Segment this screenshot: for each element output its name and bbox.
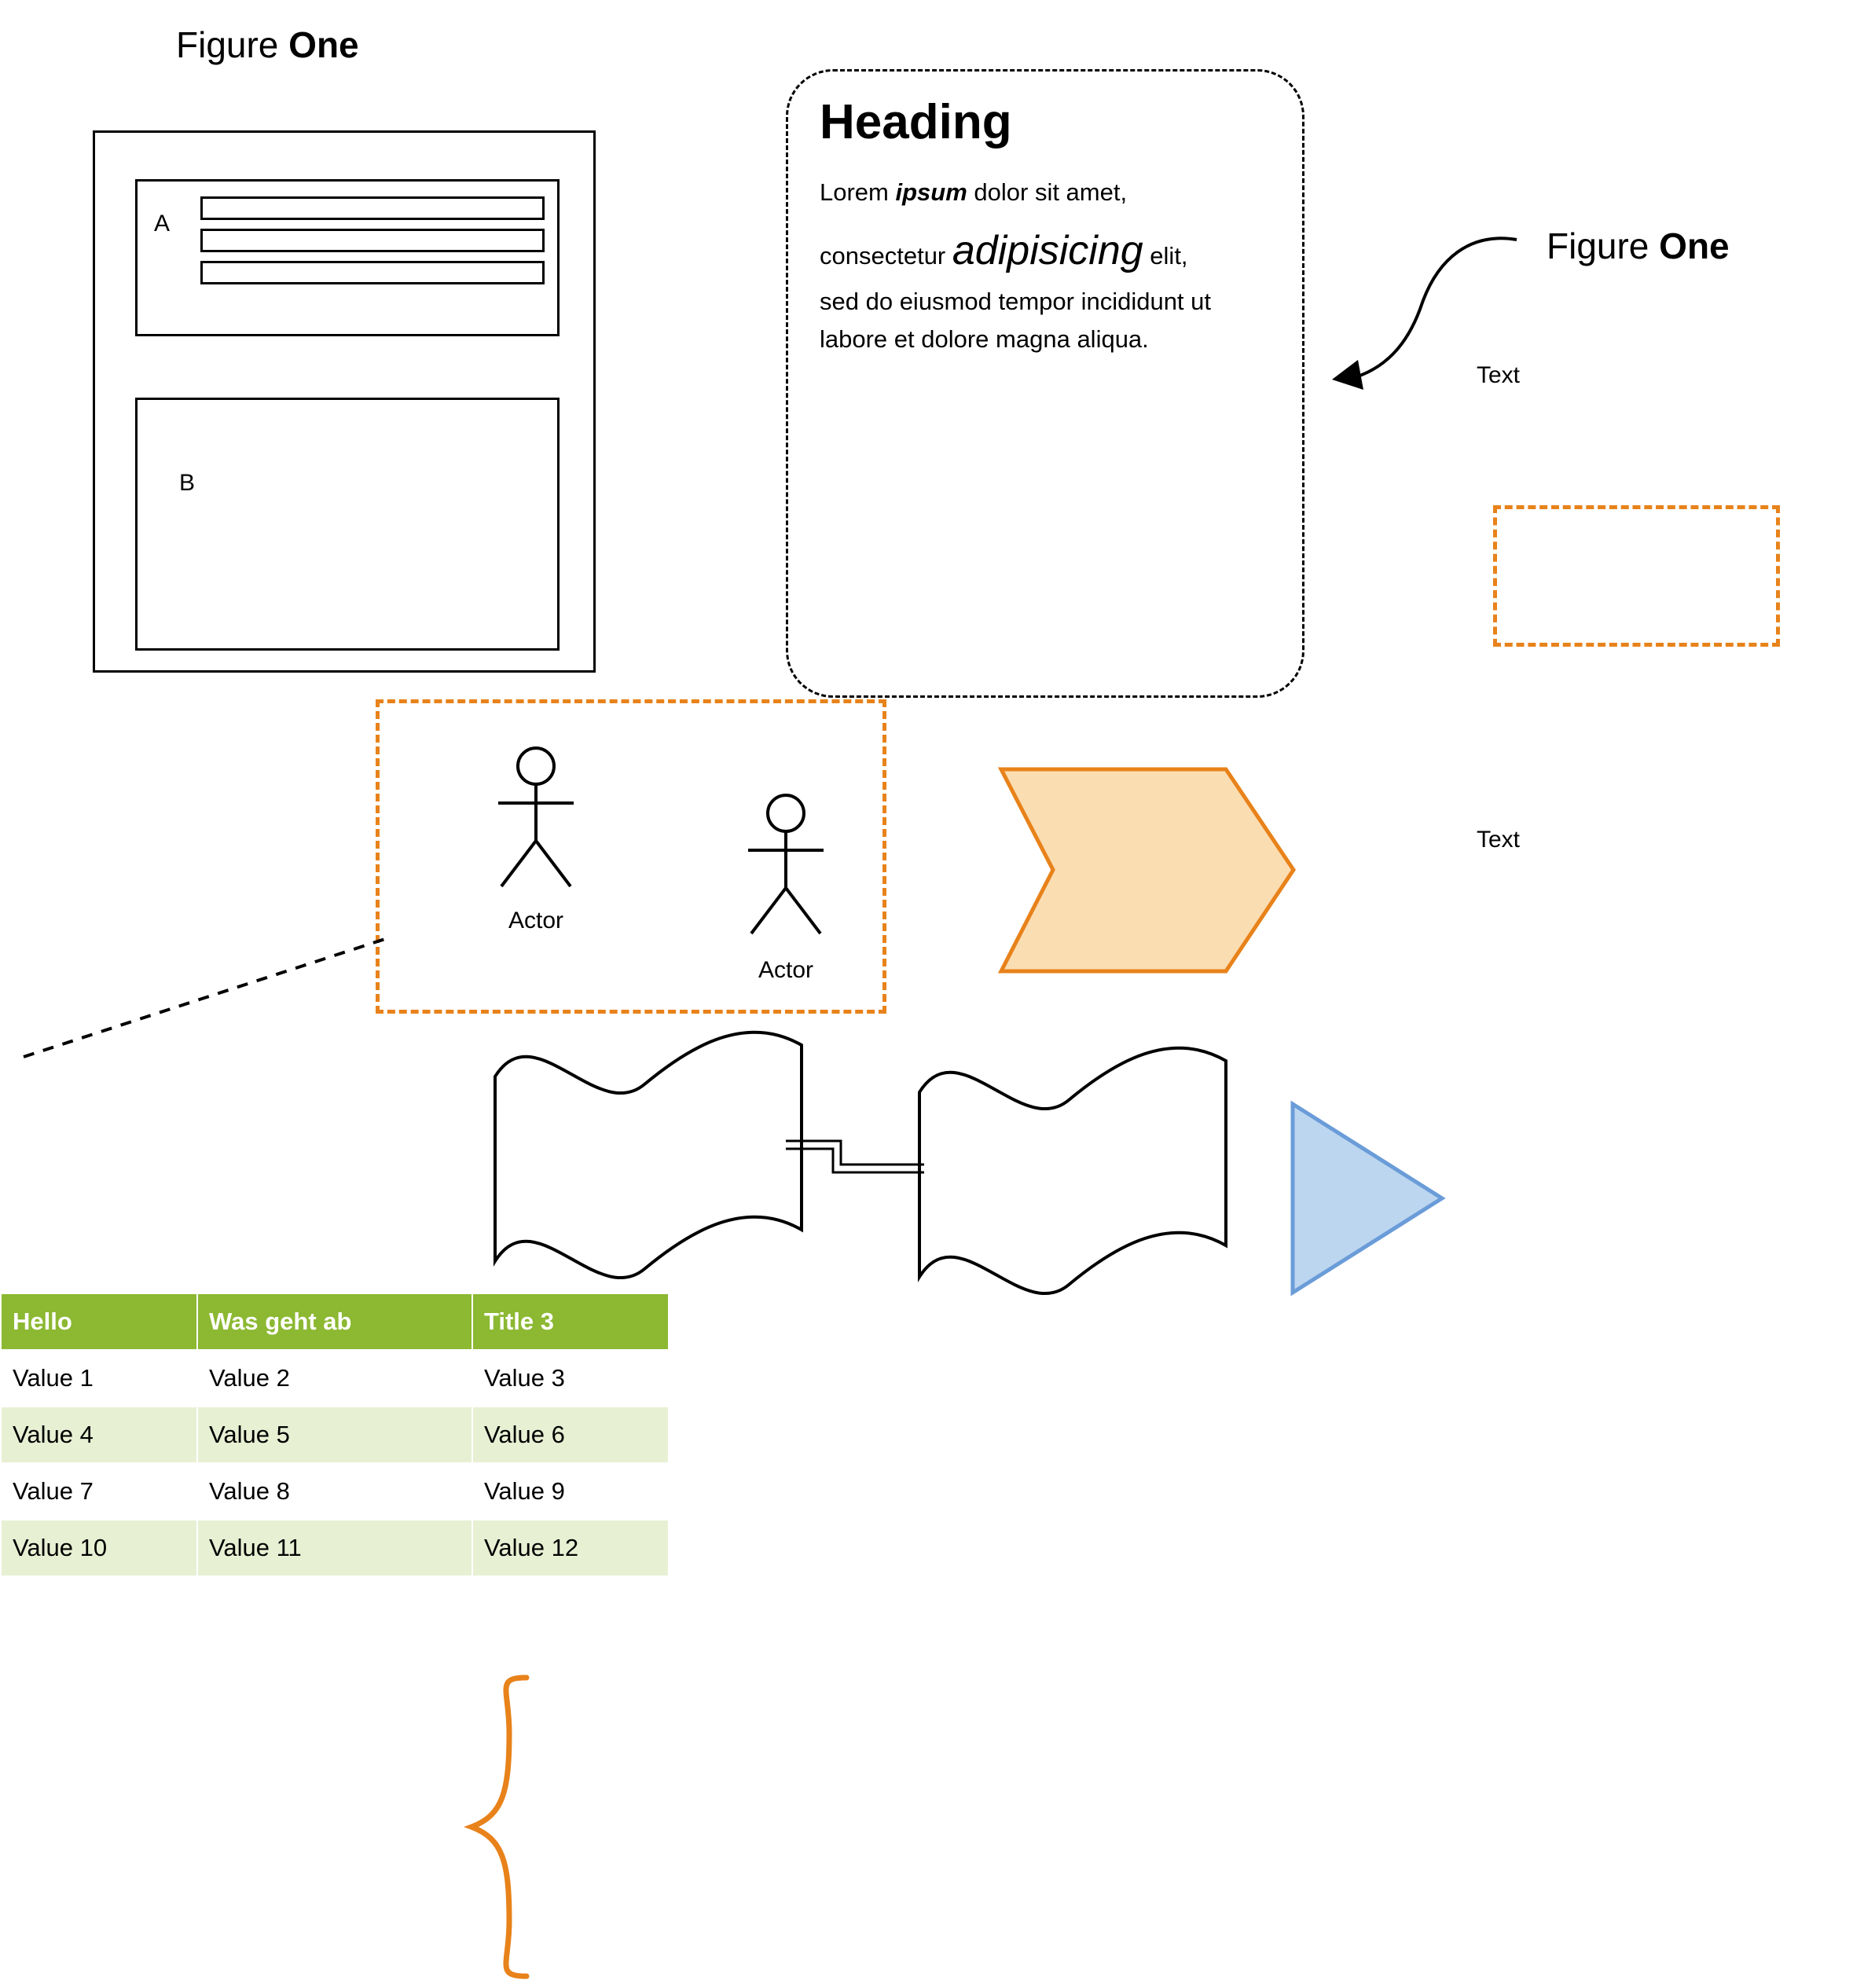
note-line1-c: dolor sit amet, xyxy=(967,178,1128,206)
table-cell: Value 9 xyxy=(472,1463,669,1520)
table-row xyxy=(1,1350,669,1407)
table-cell: Value 5 xyxy=(197,1407,472,1463)
figure-caption-right xyxy=(1547,226,1730,266)
figure-caption-right-bold: One xyxy=(1659,226,1730,266)
table-cell: Value 6 xyxy=(472,1407,669,1463)
figure-caption-left-bold: One xyxy=(288,24,359,65)
table-header-row xyxy=(1,1293,669,1350)
note-line2-c: elit, xyxy=(1143,242,1188,270)
table-cell: Value 3 xyxy=(472,1350,669,1407)
note-line2-a: consectetur xyxy=(820,242,952,270)
data-table-wrapper xyxy=(0,1293,670,1577)
table-cell: Value 8 xyxy=(197,1463,472,1520)
rounded-note xyxy=(786,69,1304,698)
table-header-cell: Hello xyxy=(1,1293,197,1350)
data-table xyxy=(0,1293,670,1577)
actor-figure-one xyxy=(481,746,591,896)
stacked-label-a: A xyxy=(154,211,171,237)
actor-two-label: Actor xyxy=(758,957,814,983)
table-cell: Value 11 xyxy=(197,1520,472,1576)
table-row xyxy=(1,1520,669,1576)
table-row xyxy=(1,1463,669,1520)
orange-chevron-shape xyxy=(998,766,1297,974)
note-line1-a: Lorem xyxy=(820,178,896,206)
stacked-bar-2 xyxy=(200,229,545,252)
stacked-label-b: B xyxy=(179,470,196,496)
actor-one-label: Actor xyxy=(508,908,564,933)
note-line1-b: ipsum xyxy=(895,178,967,206)
table-cell: Value 1 xyxy=(1,1350,197,1407)
figure-caption-left xyxy=(176,25,359,65)
wave-shape-right xyxy=(912,1045,1234,1304)
dashed-leader-line xyxy=(16,927,409,1069)
note-body xyxy=(820,174,1271,358)
wave-connector xyxy=(786,1132,927,1187)
figure-caption-left-prefix: Figure xyxy=(176,24,289,65)
table-row xyxy=(1,1407,669,1463)
table-cell: Value 10 xyxy=(1,1520,197,1576)
orange-curly-brace xyxy=(464,1674,558,1988)
table-header-cell: Title 3 xyxy=(472,1293,669,1350)
table-cell: Value 4 xyxy=(1,1407,197,1463)
wave-shape-left xyxy=(487,1029,809,1289)
blue-triangle-shape xyxy=(1289,1100,1446,1297)
note-line2-b: adipisicing xyxy=(952,228,1143,274)
orange-dashed-rect-right xyxy=(1493,505,1780,647)
stacked-bar-3 xyxy=(200,261,545,284)
note-body-line-3: sed do eiusmod tempor incididunt ut xyxy=(820,287,1212,315)
table-cell: Value 2 xyxy=(197,1350,472,1407)
stacked-bar-1 xyxy=(200,196,545,220)
table-cell: Value 12 xyxy=(472,1520,669,1576)
stacked-inner-box-b xyxy=(135,398,560,651)
note-body-line-1 xyxy=(820,174,1271,211)
note-body-line-4: labore et dolore magna aliqua. xyxy=(820,325,1149,353)
note-heading: Heading xyxy=(820,95,1012,149)
actor-figure-two xyxy=(731,794,841,943)
text-label-bottom: Text xyxy=(1477,827,1521,853)
table-cell: Value 7 xyxy=(1,1463,197,1520)
text-label-top: Text xyxy=(1477,362,1521,388)
table-header-cell: Was geht ab xyxy=(197,1293,472,1350)
note-body-line-2 xyxy=(820,219,1271,283)
figure-caption-right-prefix: Figure xyxy=(1547,226,1660,266)
